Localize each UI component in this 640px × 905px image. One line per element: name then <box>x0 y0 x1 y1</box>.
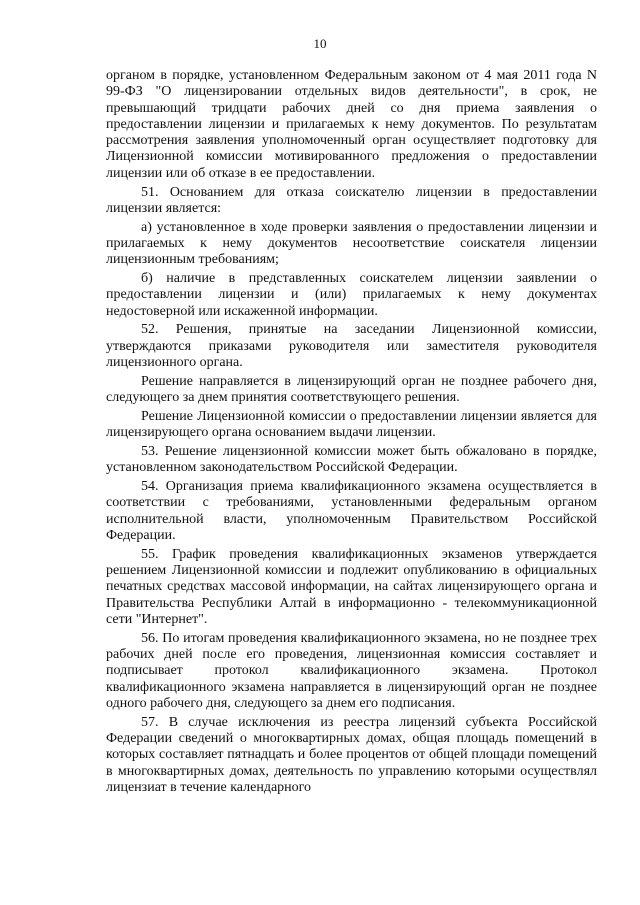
paragraph-56: 56. По итогам проведения квалификационного экзамена, но не позднее трех рабочих дней после его проведения, лицензионная комиссия составляет и подписывает протокол квалификационного экзамена. Протокол квалификационного экзамена направляется в лицензирующий орган не позднее одного рабочего дня, следующего за днем его подписания. <box>106 630 597 711</box>
paragraph-52-decision-basis: Решение Лицензионной комиссии о предоставлении лицензии является для лицензирующего органа основанием выдачи лицензии. <box>106 408 597 441</box>
paragraph-51: 51. Основанием для отказа соискателю лицензии в предоставлении лицензии является: <box>106 184 597 216</box>
paragraph-52-decision-sent: Решение направляется в лицензирующий орган не позднее рабочего дня, следующего за днем принятия соответствующего решения. <box>106 373 597 406</box>
page-number: 10 <box>313 36 327 51</box>
paragraph-55: 55. График проведения квалификационных экзаменов утверждается решением Лицензионной комиссии и подлежит опубликованию в официальных печатных средствах массовой информации, на сайтах лицензирующего органа и Правительства Республики Алтай в информационно - телекоммуникационной сети "Интернет". <box>106 546 597 627</box>
paragraph-52: 52. Решения, принятые на заседании Лицензионной комиссии, утверждаются приказами руководителя или заместителя руководителя лицензионного органа. <box>106 322 597 371</box>
paragraph-51-b: б) наличие в представленных соискателем лицензии заявлении о предоставлении лицензии и (или) прилагаемых к нему документах недостоверной или искаженной информации. <box>106 271 597 319</box>
document-body <box>106 68 597 799</box>
paragraph-57: 57. В случае исключения из реестра лицензий субъекта Российской Федерации сведений о многоквартирных домах, общая площадь помещений в которых составляет пятнадцать и более процентов от общей площади помещений в многоквартирных домах, деятельность по управлению которыми осуществлял лицензиат в течение календарного <box>106 714 597 795</box>
paragraph-54: 54. Организация приема квалификационного экзамена осуществляется в соответствии с требованиями, установленными федеральным органом исполнительной власти, уполномоченным Правительством Российской Федерации. <box>106 479 597 544</box>
paragraph-51-a: а) установленное в ходе проверки заявления о предоставлении лицензии и прилагаемых к нему документов несоответствие соискателя лицензии лицензионным требованиям; <box>106 219 597 268</box>
paragraph-53: 53. Решение лицензионной комиссии может быть обжаловано в порядке, установленном законодательством Российской Федерации. <box>106 444 597 476</box>
paragraph-continuation: органом в порядке, установленном Федеральным законом от 4 мая 2011 года N 99-ФЗ "О лицензировании отдельных видов деятельности", в срок, не превышающий тридцати рабочих дней со дня приема заявления о предоставлении лицензии и прилагаемых к нему документов. По результатам рассмотрения заявления уполномоченный орган осуществляет подготовку для Лицензионной комиссии мотивированного предложения о предоставлении лицензии или об отказе в ее предоставлении. <box>106 68 597 181</box>
